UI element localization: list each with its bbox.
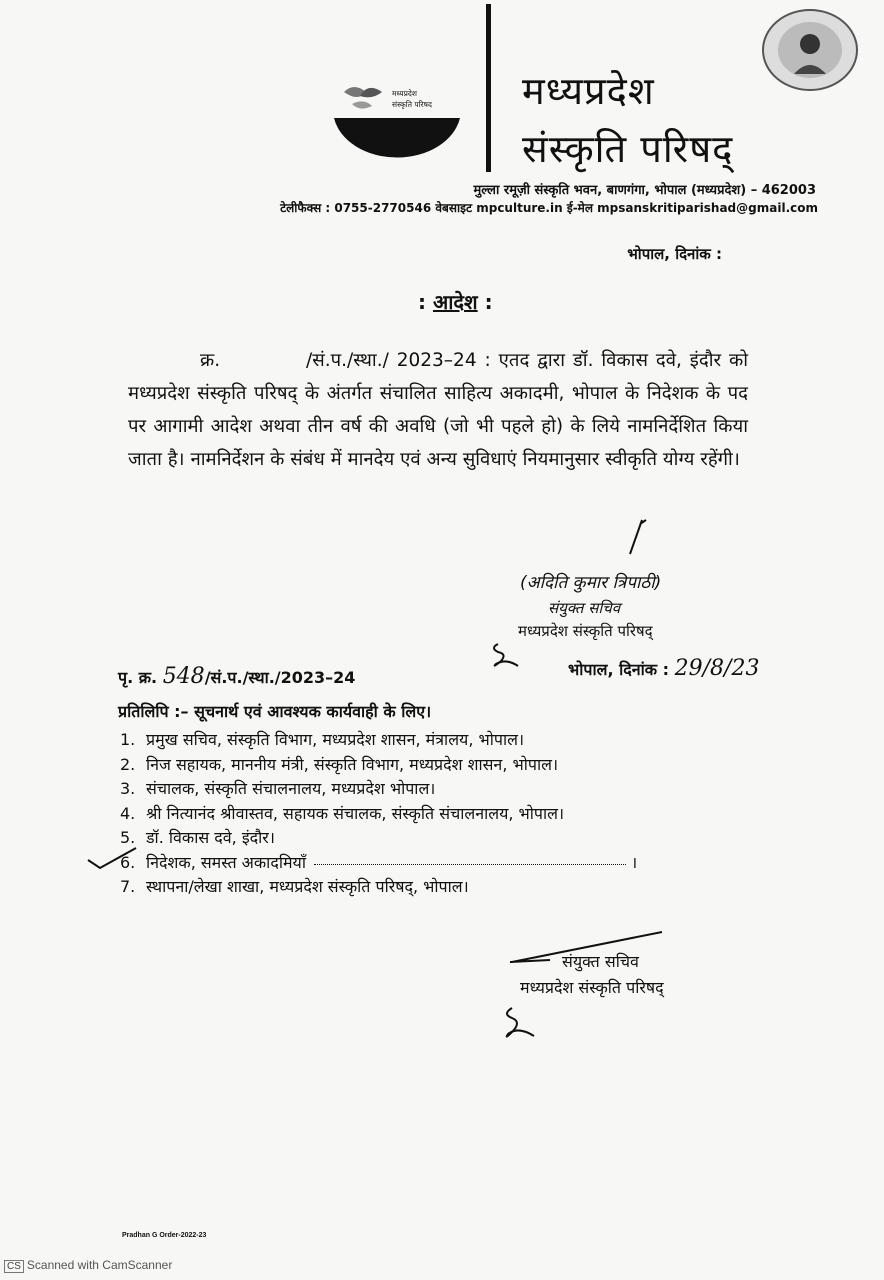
- list-item-text: श्री नित्यानंद श्रीवास्तव, सहायक संचालक, संस्कृति संचालनालय, भोपाल।: [146, 803, 565, 823]
- signatory-name: (अदिति कुमार त्रिपाठी): [520, 573, 662, 593]
- camscanner-logo-icon: CS: [4, 1260, 24, 1273]
- list-item-text: निदेशक, समस्त अकादमियाँ: [146, 852, 306, 872]
- list-item: [120, 728, 770, 753]
- header-divider: [486, 4, 491, 172]
- handwritten-initial: [488, 640, 524, 672]
- signatory-organization: मध्यप्रदेश संस्कृति परिषद्: [518, 622, 653, 640]
- logo-text-line2: संस्कृति परिषद: [392, 100, 432, 109]
- footer-organization: मध्यप्रदेश संस्कृति परिषद्: [520, 978, 664, 997]
- order-date-line: भोपाल, दिनांक :: [627, 245, 722, 263]
- logo-text-line1: मध्यप्रदेश: [392, 89, 418, 98]
- org-name-line2: संस्कृति परिषद्: [522, 127, 734, 171]
- endorsement-date-value: 29/8/23: [674, 656, 760, 681]
- signatory-designation: संयुक्त सचिव: [548, 599, 621, 617]
- order-title: [418, 288, 493, 315]
- list-item: [120, 802, 770, 827]
- list-item-text: स्थापना/लेखा शाखा, मध्यप्रदेश संस्कृति परिषद्, भोपाल।: [146, 877, 469, 896]
- order-ref-prefix: क्र.: [200, 350, 221, 371]
- list-item: [120, 777, 770, 802]
- recipient-list: [120, 728, 770, 900]
- handwritten-check-icon: [86, 846, 138, 872]
- endorsement-ref: [118, 664, 355, 689]
- list-item-text: प्रमुख सचिव, संस्कृति विभाग, मध्यप्रदेश शासन, मंत्रालय, भोपाल।: [146, 730, 525, 749]
- endorsement-date-label: भोपाल, दिनांक :: [568, 660, 670, 679]
- copy-heading: प्रतिलिपि :– सूचनार्थ एवं आवश्यक कार्यवाही के लिए।: [118, 702, 432, 721]
- commemorative-stamp-icon: [760, 8, 860, 92]
- title-text: आदेश: [432, 290, 478, 314]
- title-suffix: :: [484, 290, 493, 314]
- list-item-number: 2.: [120, 754, 136, 774]
- list-item-number: 5.: [120, 828, 136, 847]
- culture-council-logo: [330, 80, 465, 175]
- list-item-number: 6.: [120, 852, 136, 872]
- order-body-text: /सं.प./स्था./ 2023–24 : एतद द्वारा डॉ. विकास दवे, इंदौर को मध्यप्रदेश संस्कृति परिषद् के अंतर्गत संचालित साहित्य अकादमी, भोपाल के निदेशक के पद पर आगामी आदेश अथवा तीन वर्ष की अवधि (जो भी पहले हो) के लिये नामनिर्देशित किया जाता है। नामनिर्देशन के संबंध में मानदेय एवं अन्य सुविधाएं नियमानुसार स्वीकृति योग्य रहेंगी।: [128, 350, 748, 470]
- list-item-number: 7.: [120, 877, 136, 896]
- endorsement-ref-prefix: पृ. क्र.: [118, 668, 158, 687]
- logo-text: [392, 88, 432, 110]
- endorsement-date: [568, 656, 759, 681]
- office-address: मुल्ला रमूज़ी संस्कृति भवन, बाणगंगा, भोपाल (मध्यप्रदेश) – 462003: [473, 183, 816, 198]
- scanner-watermark: [4, 1258, 172, 1273]
- list-item: [120, 753, 770, 778]
- endorsement-ref-suffix: /सं.प./स्था./2023–24: [204, 668, 356, 687]
- list-item-text: डॉ. विकास दवे, इंदौर।: [146, 828, 275, 847]
- list-item-number: 4.: [120, 803, 136, 823]
- list-item: [120, 826, 770, 851]
- footer-designation: संयुक्त सचिव: [562, 952, 639, 971]
- footer-handwritten-initial: [498, 1004, 538, 1044]
- list-item-text: निज सहायक, माननीय मंत्री, संस्कृति विभाग, मध्यप्रदेश शासन, भोपाल।: [146, 754, 559, 774]
- signature-mark: [620, 518, 650, 558]
- endorsement-ref-number: 548: [162, 664, 205, 689]
- blank-dotted-line: [314, 864, 626, 865]
- list-item-number: 3.: [120, 779, 136, 798]
- list-item-suffix: ।: [631, 852, 638, 872]
- list-item: [120, 851, 770, 876]
- list-item: [120, 875, 770, 900]
- org-name-line1: मध्यप्रदेश: [522, 69, 655, 113]
- scanner-text: Scanned with CamScanner: [26, 1258, 173, 1272]
- contact-line: टेलीफैक्स : 0755-2770546 वेबसाइट mpculture.in ई-मेल mpsanskritiparishad@gmail.com: [280, 201, 818, 215]
- title-prefix: :: [418, 290, 426, 314]
- list-item-text: संचालक, संस्कृति संचालनालय, मध्यप्रदेश भोपाल।: [146, 779, 436, 798]
- order-body: [128, 344, 748, 476]
- list-item-number: 1.: [120, 730, 136, 749]
- file-reference: Pradhan G Order-2022-23: [122, 1232, 207, 1239]
